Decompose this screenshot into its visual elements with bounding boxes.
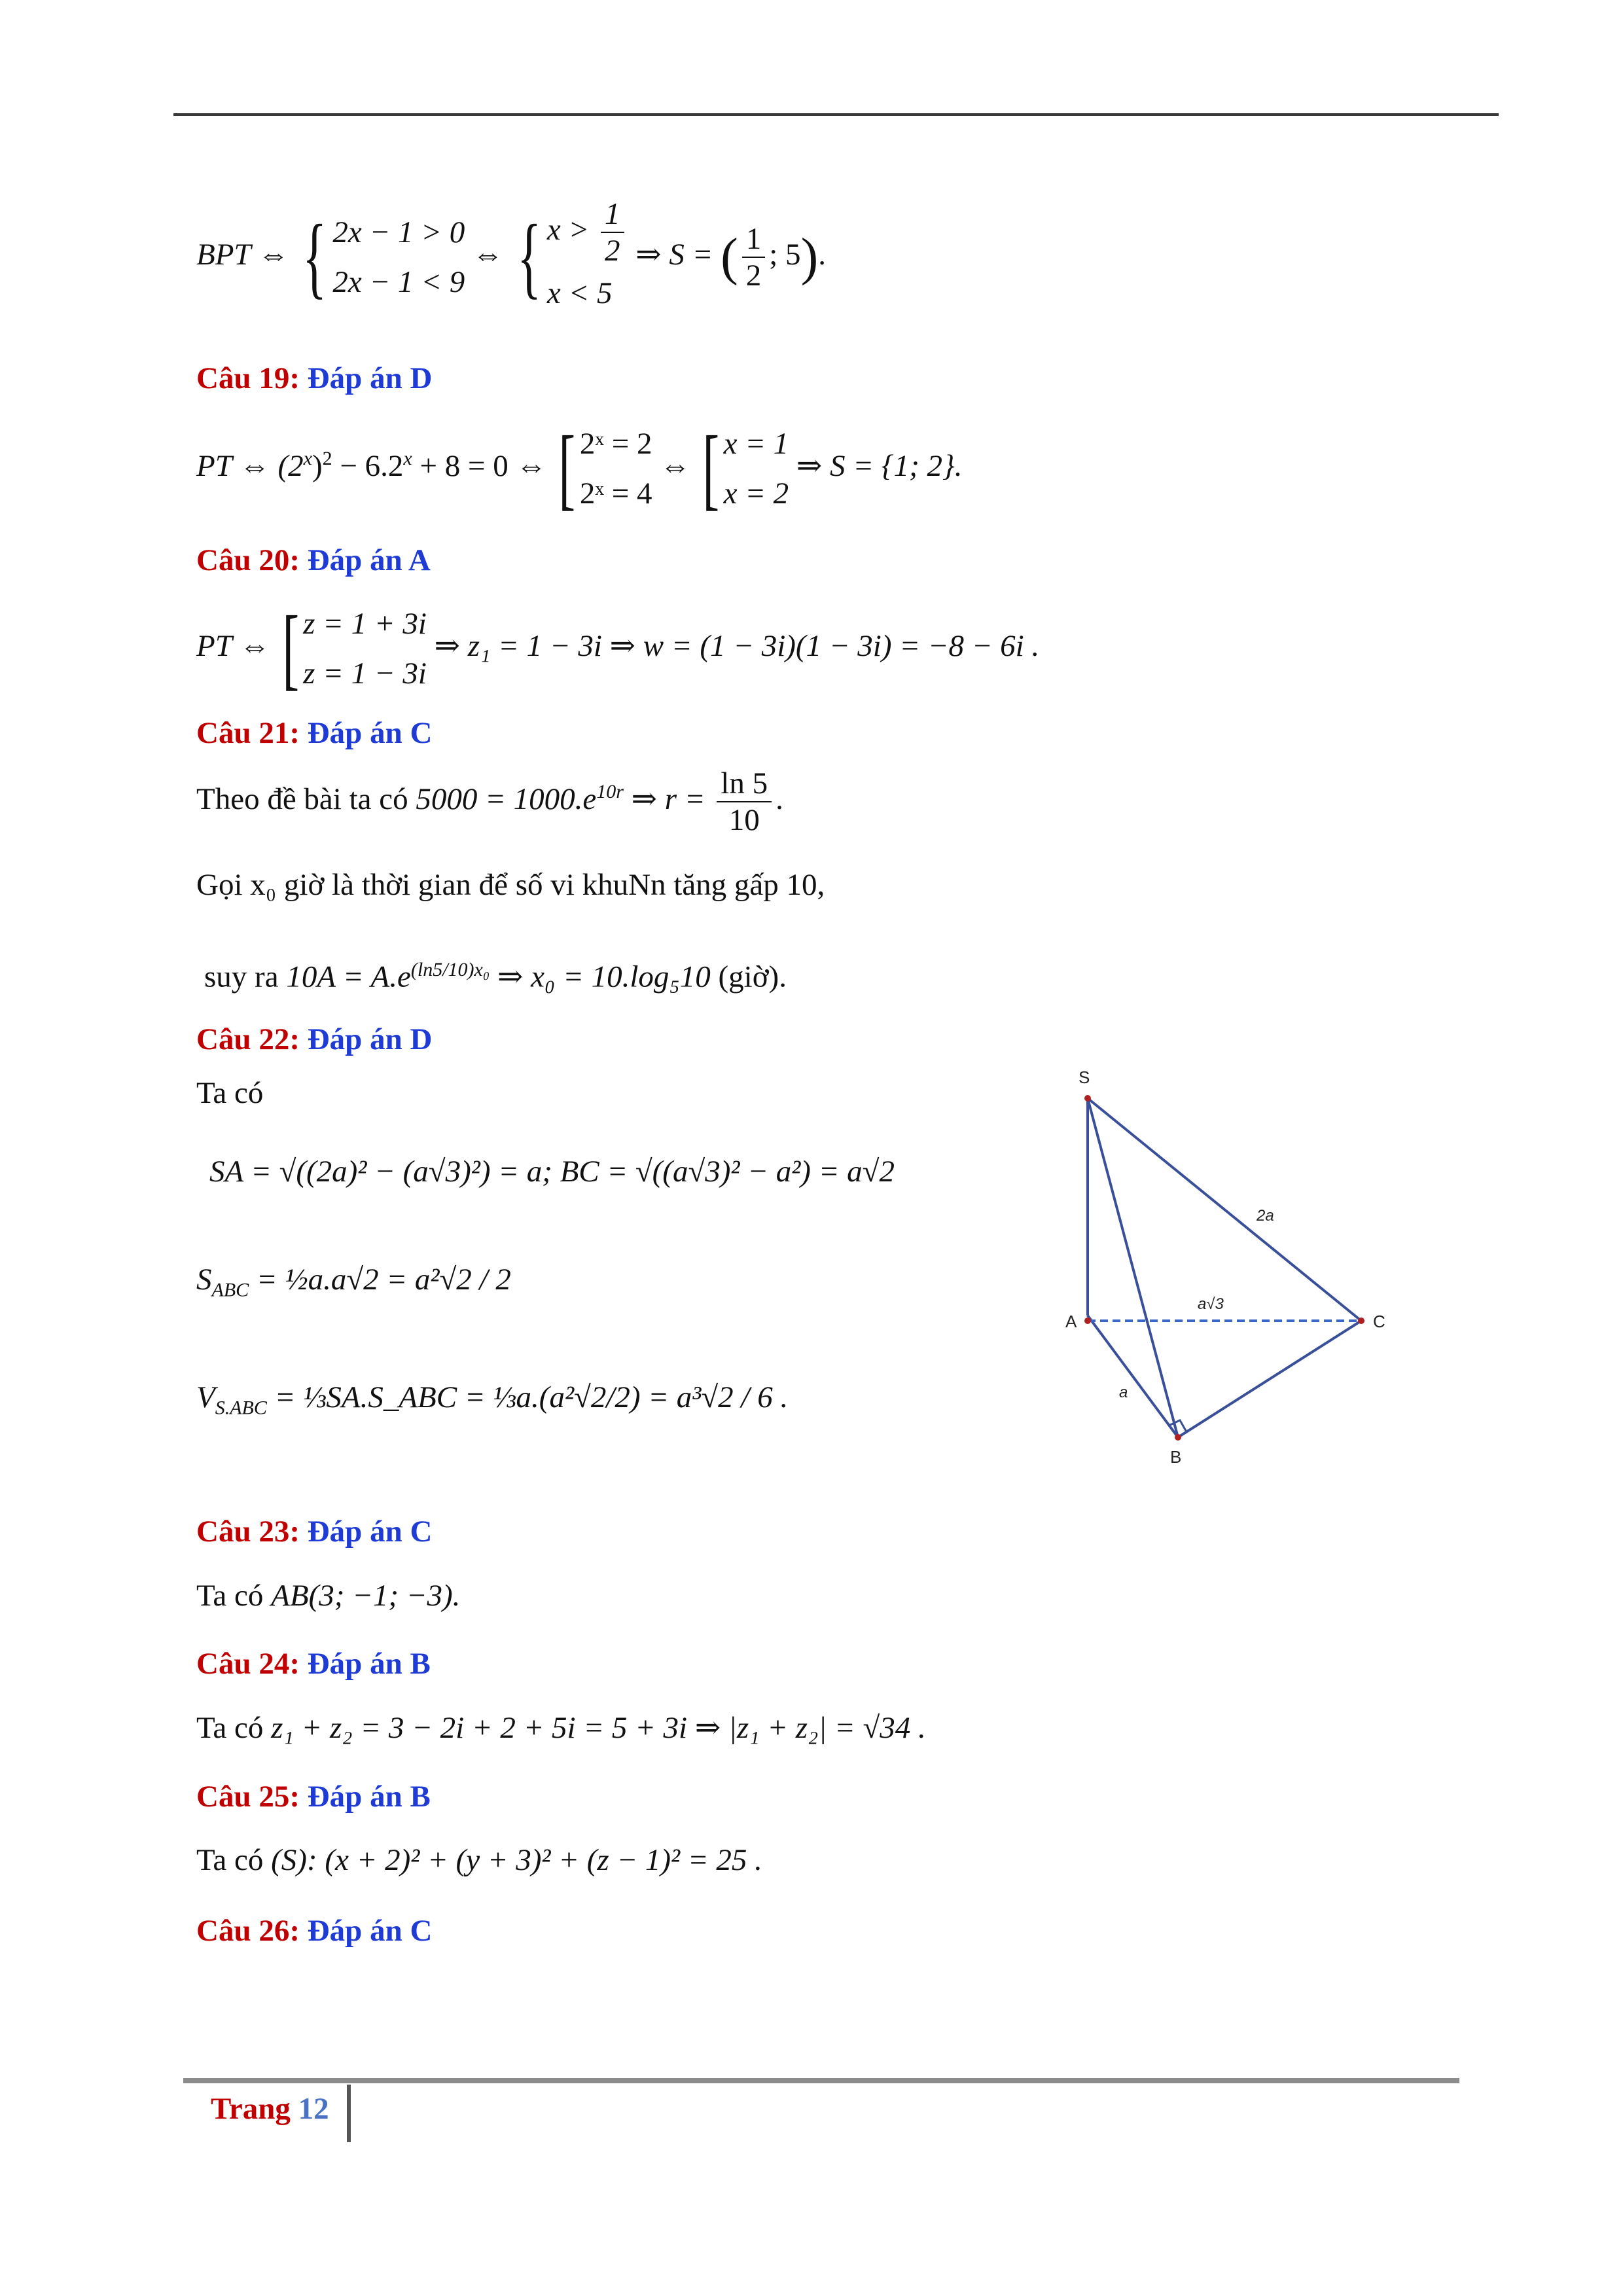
question-header-19: Câu 19: Đáp án D — [196, 361, 433, 395]
q18-sys2-row1: x > — [546, 212, 590, 247]
label-sc-length: 2a — [1257, 1207, 1274, 1225]
q18-sys2-row2: x < 5 — [546, 276, 613, 310]
q21-line1: Theo đề bài ta có $5000 = 1000.e^{10r}$ ⇒ r = $\frac{\ln 5}{10}$ . — [196, 766, 783, 837]
question-header-22: Câu 22: Đáp án D — [196, 1022, 433, 1056]
q18-sys1-row2: 2x − 1 < 9 — [332, 265, 465, 299]
question-header-20: Câu 20: Đáp án A — [196, 543, 431, 577]
label-ac-length: a√3 — [1198, 1295, 1224, 1313]
question-header-25: Câu 25: Đáp án B — [196, 1780, 431, 1814]
q20-solution: PT ⇔ [ z = 1 + 3i z = 1 − 3i ⇒ z₁ = 1 − 3i ⇒ w = (1 − 3i)(1 − 3i) = −8 − 6i . — [196, 598, 1040, 699]
question-header-23: Câu 23: Đáp án C — [196, 1515, 433, 1549]
q24-solution: Ta có z₁ + z₂ = 3 − 2i + 2 + 5i = 5 + 3i ⇒ |z₁ + z₂| = √34 . — [196, 1711, 926, 1745]
label-a: A — [1065, 1312, 1077, 1331]
edge-ab — [1088, 1316, 1178, 1437]
label-s: S — [1079, 1067, 1090, 1087]
q22-volume: $V_{S.ABC}$ = ⅓SA.S_ABC = ⅓a.(a²√2/2) = a³√2 / 6 . — [196, 1380, 789, 1419]
edge-bc — [1178, 1321, 1361, 1437]
q18-interval-tail: ; 5 — [769, 237, 801, 272]
header-rule — [173, 113, 1499, 116]
question-header-21: Câu 21: Đáp án C — [196, 716, 433, 750]
q18-sys1-row1: 2x − 1 > 0 — [332, 215, 465, 249]
q18-result: ⇒ S = — [635, 237, 713, 272]
q23-solution: Ta có AB(3; −1; −3). — [196, 1579, 461, 1613]
footer-rule — [183, 2078, 1459, 2083]
footer-divider — [347, 2085, 351, 2142]
label-b: B — [1170, 1447, 1182, 1467]
q22-sabc: $S_{ABC}$ = ½a.a√2 = a²√2 / 2 — [196, 1263, 511, 1301]
q18-lhs: BPT ⇔ — [196, 237, 289, 272]
label-c: C — [1373, 1312, 1385, 1331]
question-header-24: Câu 24: Đáp án B — [196, 1647, 431, 1681]
q21-line3: suy ra $10A = A.e^{(ln5/10)x_0}$ ⇒ x₀ = 10.log₅10 (giờ). — [204, 959, 787, 994]
edge-sb — [1088, 1098, 1178, 1437]
q25-solution: Ta có (S): (x + 2)² + (y + 3)² + (z − 1)² = 25 . — [196, 1843, 762, 1877]
q21-line2: Gọi x₀ giờ là thời gian để số vi khuNn tăng gấp 10, — [196, 868, 825, 902]
label-ab-length: a — [1119, 1384, 1128, 1401]
q22-sa: SA = √((2a)² − (a√3)²) = a; BC = √((a√3)² − a²) = a√2 — [209, 1155, 895, 1189]
page-number: Trang 12 — [211, 2092, 329, 2126]
q22-intro: Ta có — [196, 1076, 264, 1110]
pyramid-figure — [1047, 1067, 1427, 1492]
pyramid-diagram — [1047, 1067, 1427, 1492]
q19-solution: PT ⇔ $(2^x)^2 - 6.2^x + 8 = 0$ ⇔ [ 2ˣ = 2 2ˣ = 4 ⇔ [ x = 1 x = 2 ⇒ S = {1; 2}. — [196, 418, 963, 519]
edge-sc — [1088, 1098, 1361, 1321]
question-header-26: Câu 26: Đáp án C — [196, 1914, 433, 1948]
q18-solution: BPT ⇔ { 2x − 1 > 0 2x − 1 < 9 ⇔ { x > $\frac{1}{2}$ x < 5 ⇒ S = ( $\frac{1}{2}$ ; 5). — [196, 196, 826, 318]
